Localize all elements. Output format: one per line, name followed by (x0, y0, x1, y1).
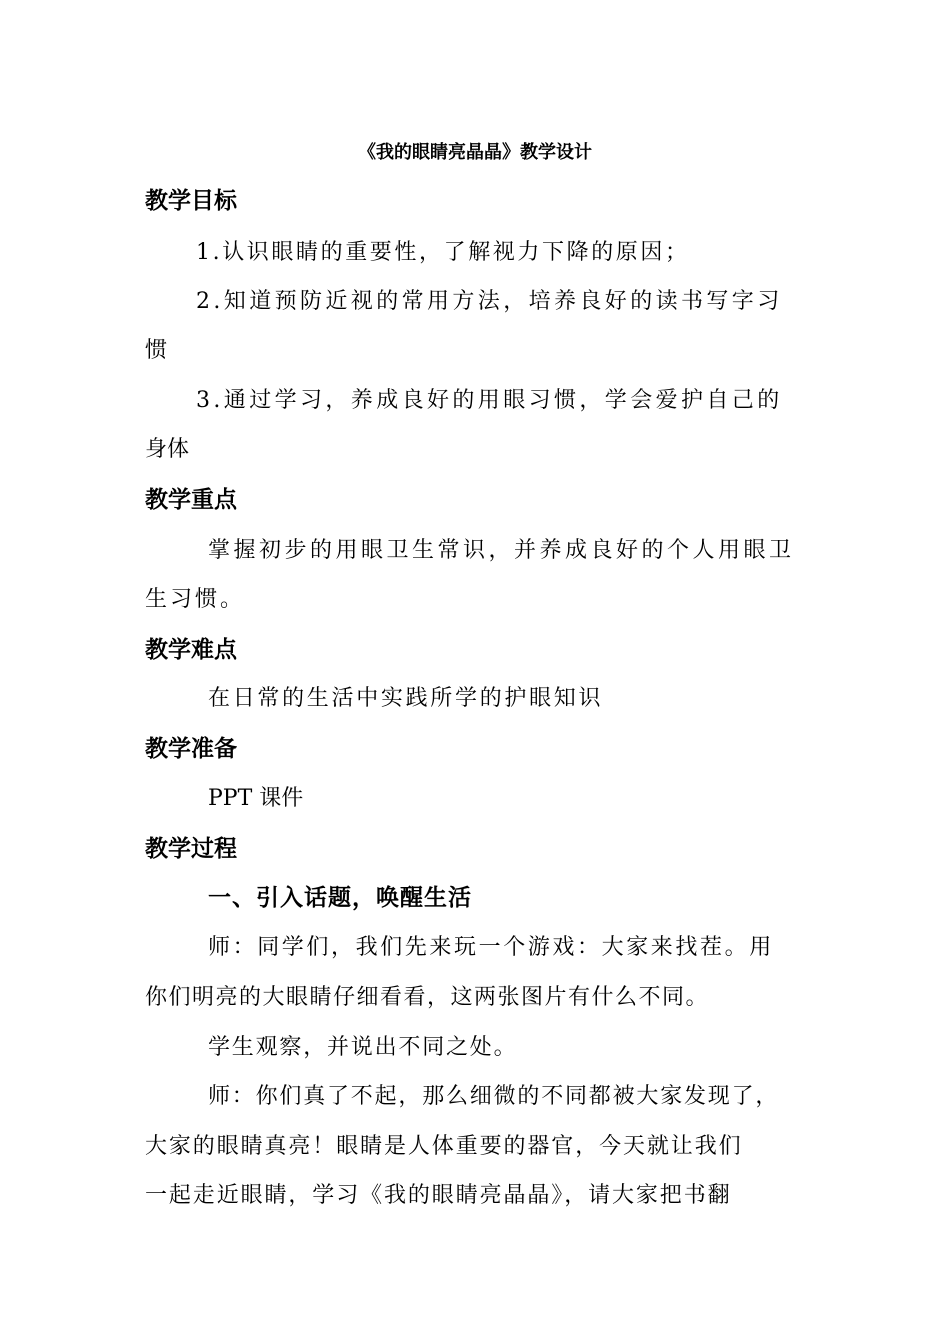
process-step-1-heading: 一、引入话题，唤醒生活 (208, 885, 472, 911)
section-heading-key-points: 教学重点 (145, 487, 237, 513)
section-heading-process: 教学过程 (145, 836, 237, 862)
document-title: 《我的眼睛亮晶晶》教学设计 (358, 142, 592, 163)
section-heading-objectives: 教学目标 (145, 188, 237, 214)
process-paragraph-2-line-1: 学生观察，并说出不同之处。 (208, 1035, 518, 1060)
objective-item-2-line-2: 惯 (145, 338, 168, 363)
objective-item-2-line-1: 2.知道预防近视的常用方法，培养良好的读书写字习 (196, 289, 783, 314)
objective-item-3-line-2: 身体 (145, 437, 190, 462)
difficulties-line-1: 在日常的生活中实践所学的护眼知识 (208, 686, 604, 711)
section-heading-preparation: 教学准备 (145, 736, 237, 762)
preparation-line-1: PPT 课件 (208, 786, 304, 811)
process-paragraph-3-line-1: 师：你们真了不起，那么细微的不同都被大家发现了， (208, 1084, 780, 1109)
objective-item-3-line-1: 3.通过学习，养成良好的用眼习惯，学会爱护自己的 (196, 388, 783, 413)
process-paragraph-1-line-1: 师：同学们，我们先来玩一个游戏：大家来找茬。用 (208, 935, 774, 960)
key-points-line-1: 掌握初步的用眼卫生常识，并养成良好的个人用眼卫 (208, 538, 795, 563)
process-paragraph-3-line-3: 一起走近眼睛，学习《我的眼睛亮晶晶》，请大家把书翻 (145, 1183, 732, 1208)
key-points-line-2: 生习惯。 (145, 587, 246, 612)
objective-item-1: 1.认识眼睛的重要性，了解视力下降的原因； (196, 240, 690, 265)
process-paragraph-3-line-2: 大家的眼睛真亮！眼睛是人体重要的器官，今天就让我们 (145, 1134, 743, 1159)
section-heading-difficulties: 教学难点 (145, 637, 237, 663)
process-paragraph-1-line-2: 你们明亮的大眼睛仔细看看，这两张图片有什么不同。 (145, 985, 710, 1010)
